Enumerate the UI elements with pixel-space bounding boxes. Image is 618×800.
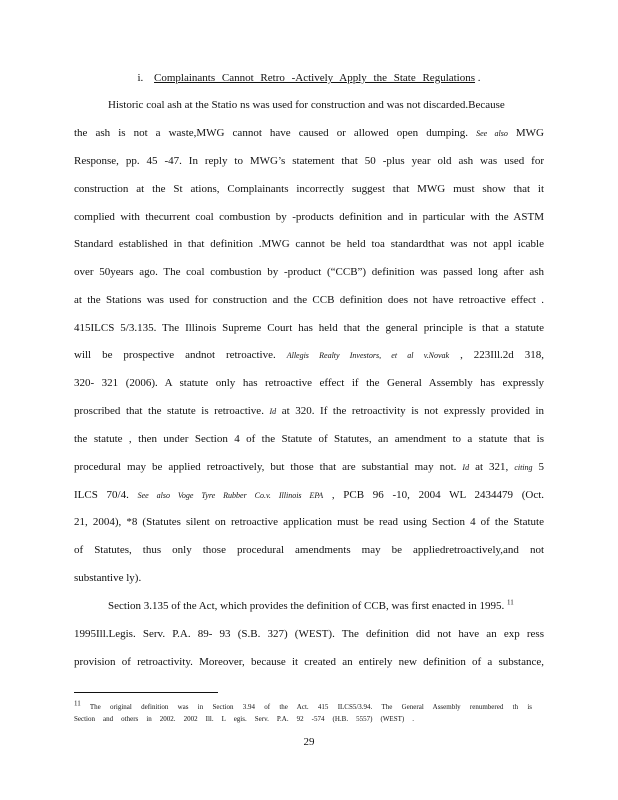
body-line: 21, 2004), *8 (Statutes silent on retroactive application must be read using Section 4 of the Statute: [74, 516, 544, 528]
body-line: over 50years ago. The coal combustion by -product (“CCB”) definition was passed long after ash: [74, 266, 544, 278]
body-line: Standard established in that definition .MWG cannot be held toa standardthat was not appl icable: [74, 238, 544, 250]
body-line: the ash is not a waste,MWG cannot have caused or allowed open dumping. See also MWG: [74, 127, 544, 139]
section-heading: [0, 72, 618, 84]
body-line: 1995Ill.Legis. Serv. P.A. 89- 93 (S.B. 327) (WEST). The definition did not have an exp ress: [74, 628, 544, 640]
citation-signal: See also: [476, 129, 508, 138]
footnote-line: Section and others in 2002. 2002 Ill. L egis. Serv. P.A. 92 -574 (H.B. 5557) (WEST) .: [74, 715, 414, 723]
body-line: Historic coal ash at the Statio ns was used for construction and was not discarded.Because: [108, 99, 505, 111]
footnote-line: $^{11}$ The original definition was in Section 3.94 of the Act. 415 ILCS5/3.94. The General Assembly renumbered th is: [74, 699, 533, 711]
citation-id: Id: [462, 463, 470, 472]
body-line: of Statutes, thus only those procedural amendments may be appliedretroactively,and not: [74, 544, 544, 556]
body-line: procedural may be applied retroactively, but those that are substantial may not. Id at 321, citing 5: [74, 461, 545, 473]
body-line: 320- 321 (2006). A statute only has retroactive effect if the General Assembly has expressly: [74, 377, 544, 389]
page-number: 29: [303, 736, 315, 748]
body-line: the statute , then under Section 4 of the Statute of Statutes, an amendment to a statute that is: [74, 433, 544, 445]
case-citation: Allegis Realty Investors, et al v.Novak: [286, 351, 450, 360]
body-line: substantive ly).: [74, 572, 142, 584]
heading-title: Complainants Cannot Retro -Actively Apply the State Regulations: [154, 72, 476, 84]
body-line: 415ILCS 5/3.135. The Illinois Supreme Court has held that the general principle is that a statute: [74, 322, 544, 334]
footnote-marker: 11: [74, 699, 81, 708]
body-line: Response, pp. 45 -47. In reply to MWG’s statement that 50 -plus year old ash was used for: [74, 155, 544, 167]
footnote-divider: [74, 692, 218, 693]
body-line: at the Stations was used for construction and the CCB definition does not have retroactive effect .: [74, 294, 544, 306]
case-citation: See also Voge Tyre Rubber Co.v. Illinois EPA: [137, 491, 324, 500]
body-line: proscribed that the statute is retroactive. Id at 320. If the retroactivity is not expressly provided in: [74, 405, 545, 417]
body-line: will be prospective andnot retroactive. Allegis Realty Investors, et al v.Novak , 223Ill.2d 318,: [74, 349, 545, 361]
body-line: Section 3.135 of the Act, which provides the definition of CCB, was first enacted in 1995. $^{11}$: [108, 598, 514, 612]
body-line: ILCS 70/4. See also Voge Tyre Rubber Co.v. Illinois EPA , PCB 96 -10, 2004 WL 2434479 (Oct.: [74, 489, 545, 501]
body-line: provision of retroactivity. Moreover, because it created an entirely new definition of a substance,: [74, 656, 544, 668]
heading-end: .: [477, 72, 481, 84]
heading-number: i.: [137, 72, 144, 84]
citation-signal: citing: [514, 463, 533, 472]
footnote-reference: 11: [507, 598, 514, 607]
body-line: construction at the St ations, Complainants incorrectly suggest that MWG must show that it: [74, 183, 544, 195]
body-line: complied with thecurrent coal combustion by -products definition and in particular with the ASTM: [74, 211, 544, 223]
citation-id: Id: [269, 407, 277, 416]
